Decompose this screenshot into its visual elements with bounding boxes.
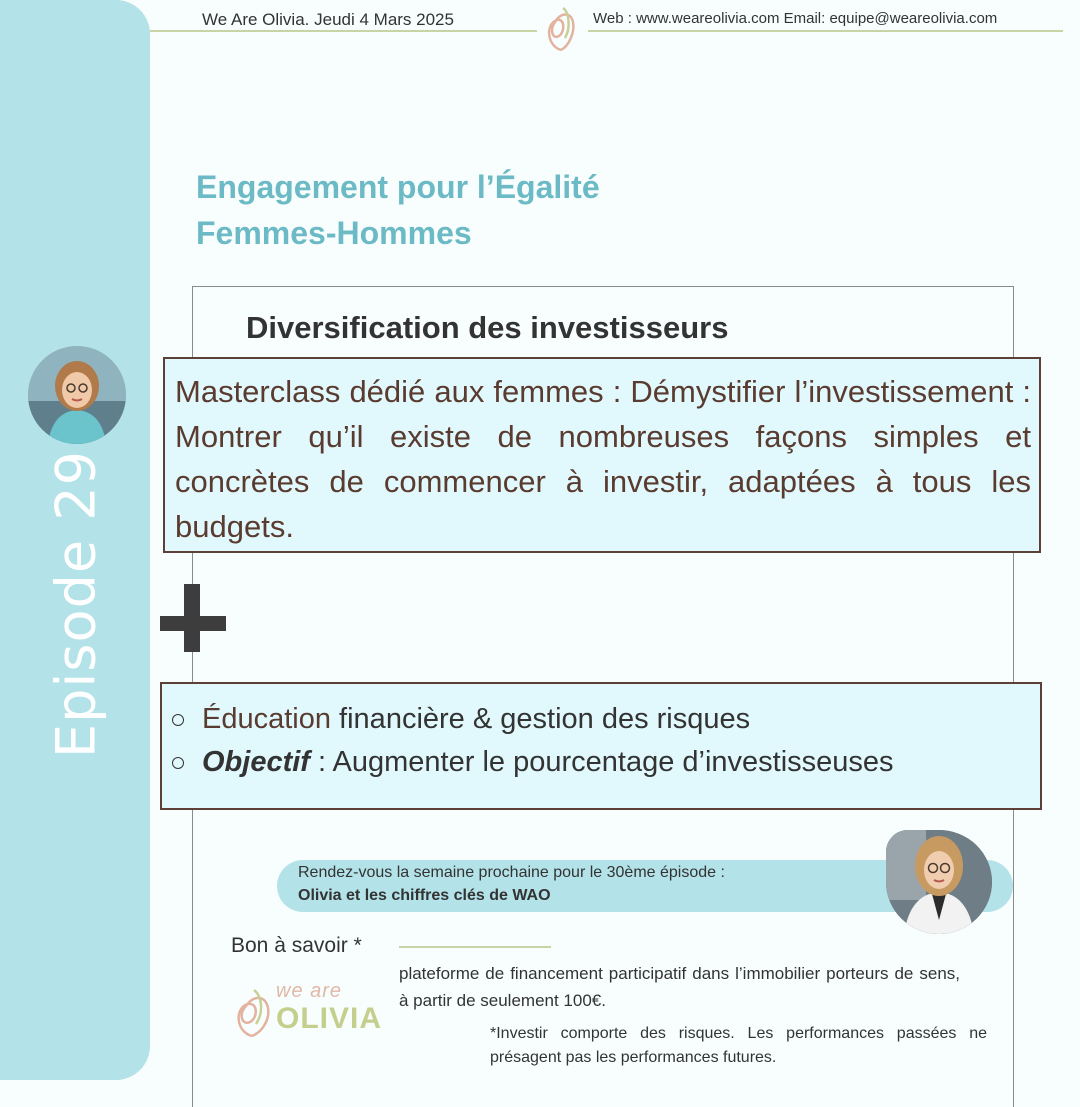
plus-icon — [160, 602, 226, 648]
olivia-logo-icon — [543, 2, 579, 54]
page-title — [196, 164, 600, 256]
title-line-2: Femmes-Hommes — [196, 215, 472, 251]
header-date: We Are Olivia. Jeudi 4 Mars 2025 — [202, 10, 454, 29]
list-item — [170, 741, 1040, 784]
bullet-circle-icon — [172, 714, 184, 726]
masterclass-box — [163, 357, 1041, 553]
objective-rest: : Augmenter le pourcentage d’investisseuses — [309, 746, 894, 778]
logo-text-bottom: OLIVIA — [276, 1002, 383, 1035]
risk-disclaimer: *Investir comporte des risques. Les performances passées ne présagent pas les performances futures. — [490, 1025, 987, 1066]
objectives-box — [160, 682, 1042, 810]
we-are-olivia-logo — [232, 980, 382, 1042]
education-rest: financière & gestion des risques — [331, 703, 751, 735]
episode-label: Episode 29 — [44, 450, 108, 758]
olivia-portrait — [886, 830, 992, 934]
education-word: Éducation — [202, 703, 331, 735]
section-heading: Diversification des investisseurs — [246, 310, 729, 345]
bullet-circle-icon — [172, 757, 184, 769]
next-episode-intro: Rendez-vous la semaine prochaine pour le 30ème épisode : — [298, 864, 725, 881]
header-divider-left — [150, 30, 537, 32]
good-to-know-label: Bon à savoir * — [231, 934, 362, 957]
olivia-avatar — [28, 346, 126, 444]
next-episode-title: Olivia et les chiffres clés de WAO — [298, 887, 551, 904]
list-item — [170, 698, 1040, 741]
title-line-1: Engagement pour l’Égalité — [196, 169, 600, 205]
masterclass-text: Masterclass dédié aux femmes : Démystifier l’investissement : Montrer qu’il existe de nombreuses façons simples et concrètes de commencer à investir, adaptées à tous les budgets. — [175, 374, 1031, 544]
good-to-know-divider — [399, 946, 551, 948]
header-contact: Web : www.weareolivia.com Email: equipe@weareolivia.com — [593, 10, 998, 27]
logo-text-top: we are — [276, 980, 343, 1002]
header-divider-right — [588, 30, 1063, 32]
platform-description: plateforme de financement participatif dans l’immobilier porteurs de sens, à partir de seulement 100€. — [399, 964, 960, 1010]
objective-word: Objectif — [202, 746, 310, 778]
